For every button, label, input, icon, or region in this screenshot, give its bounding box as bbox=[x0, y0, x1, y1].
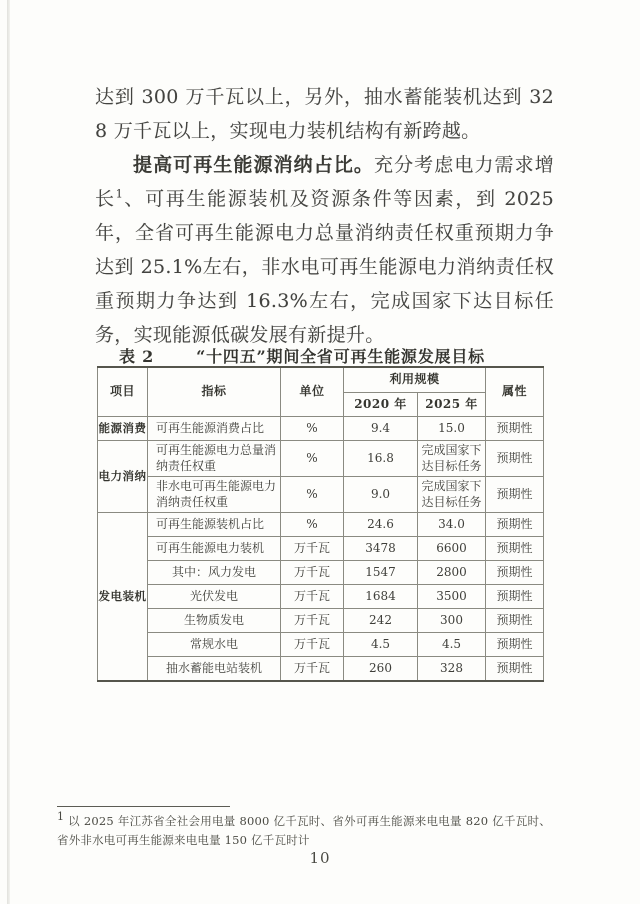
unit-cell: % bbox=[281, 477, 344, 513]
group-cell: 能源消费 bbox=[98, 417, 148, 441]
page-edge-shadow bbox=[7, 0, 10, 904]
table-row bbox=[98, 417, 544, 441]
indicator-cell: 非水电可再生能源电力消纳责任权重 bbox=[148, 477, 281, 513]
attribute-cell: 预期性 bbox=[486, 609, 544, 633]
attribute-cell: 预期性 bbox=[486, 477, 544, 513]
unit-cell: 万千瓦 bbox=[281, 585, 344, 609]
indicator-cell: 可再生能源电力装机 bbox=[148, 537, 281, 561]
value-2025-cell: 6600 bbox=[418, 537, 486, 561]
text-run: 、可再生能源装机及资源条件等因素，到 2025 年，全省可再生能源电力总量消纳责任权重预期力争达到 25.1%左右，非水电可再生能源电力消纳责任权重预期力争达到 16.3%左右，完成国家下达目标任务，实现能源低碳发展有新提升。 bbox=[95, 188, 554, 346]
text-run: 提高可再生能源消纳占比。 bbox=[133, 154, 375, 176]
table-row bbox=[98, 441, 544, 477]
unit-cell: 万千瓦 bbox=[281, 633, 344, 657]
unit-cell: % bbox=[281, 417, 344, 441]
value-2020-cell: 9.4 bbox=[344, 417, 418, 441]
value-2020-cell: 1547 bbox=[344, 561, 418, 585]
table-row bbox=[98, 513, 544, 537]
attribute-cell: 预期性 bbox=[486, 633, 544, 657]
attribute-cell: 预期性 bbox=[486, 537, 544, 561]
unit-cell: % bbox=[281, 441, 344, 477]
indicator-cell: 其中：风力发电 bbox=[148, 561, 281, 585]
value-2020-cell: 1684 bbox=[344, 585, 418, 609]
targets-table bbox=[97, 366, 544, 682]
unit-cell: 万千瓦 bbox=[281, 657, 344, 682]
value-2025-cell: 34.0 bbox=[418, 513, 486, 537]
indicator-cell: 可再生能源消费占比 bbox=[148, 417, 281, 441]
value-2025-cell: 2800 bbox=[418, 561, 486, 585]
paragraph bbox=[95, 148, 554, 352]
indicator-cell: 常规水电 bbox=[148, 633, 281, 657]
value-2025-cell: 15.0 bbox=[418, 417, 486, 441]
attribute-cell: 预期性 bbox=[486, 585, 544, 609]
table-title: “十四五”期间全省可再生能源发展目标 bbox=[196, 347, 485, 366]
table-body bbox=[98, 417, 544, 682]
footnote-rule bbox=[57, 806, 230, 807]
paragraph bbox=[95, 80, 554, 148]
attribute-cell: 预期性 bbox=[486, 417, 544, 441]
page-number: 10 bbox=[309, 849, 331, 867]
footnote-reference: 1 bbox=[115, 187, 123, 201]
header-year-2020: 2020 年 bbox=[344, 393, 418, 417]
header-indicator: 指标 bbox=[148, 367, 281, 417]
text-run: 充分考虑电力需求增长 bbox=[95, 154, 554, 210]
indicator-cell: 可再生能源装机占比 bbox=[148, 513, 281, 537]
unit-cell: 万千瓦 bbox=[281, 561, 344, 585]
attribute-cell: 预期性 bbox=[486, 561, 544, 585]
table-row bbox=[98, 561, 544, 585]
table-caption bbox=[97, 344, 543, 367]
body-text bbox=[95, 80, 554, 352]
table-row bbox=[98, 477, 544, 513]
value-2025-cell: 完成国家下达目标任务 bbox=[418, 477, 486, 513]
table-row bbox=[98, 657, 544, 682]
header-attribute: 属性 bbox=[486, 367, 544, 417]
group-cell: 发电装机 bbox=[98, 513, 148, 682]
unit-cell: 万千瓦 bbox=[281, 609, 344, 633]
attribute-cell: 预期性 bbox=[486, 657, 544, 682]
value-2020-cell: 3478 bbox=[344, 537, 418, 561]
footnote-text: 以 2025 年江苏省全社会用电量 8000 亿千瓦时、省外可再生能源来电电量 820 亿千瓦时、省外非水电可再生能源来电电量 150 亿千瓦时计 bbox=[57, 814, 552, 847]
value-2020-cell: 16.8 bbox=[344, 441, 418, 477]
group-cell: 电力消纳 bbox=[98, 441, 148, 513]
value-2025-cell: 完成国家下达目标任务 bbox=[418, 441, 486, 477]
value-2020-cell: 260 bbox=[344, 657, 418, 682]
table-label: 表 2 bbox=[119, 347, 155, 366]
value-2020-cell: 9.0 bbox=[344, 477, 418, 513]
indicator-cell: 生物质发电 bbox=[148, 609, 281, 633]
value-2020-cell: 24.6 bbox=[344, 513, 418, 537]
value-2025-cell: 300 bbox=[418, 609, 486, 633]
attribute-cell: 预期性 bbox=[486, 513, 544, 537]
header-unit: 单位 bbox=[281, 367, 344, 417]
header-scale: 利用规模 bbox=[344, 367, 486, 393]
header-item: 项目 bbox=[98, 367, 148, 417]
value-2025-cell: 3500 bbox=[418, 585, 486, 609]
value-2020-cell: 4.5 bbox=[344, 633, 418, 657]
value-2025-cell: 328 bbox=[418, 657, 486, 682]
unit-cell: % bbox=[281, 513, 344, 537]
header-year-2025: 2025 年 bbox=[418, 393, 486, 417]
indicator-cell: 光伏发电 bbox=[148, 585, 281, 609]
attribute-cell: 预期性 bbox=[486, 441, 544, 477]
footnote bbox=[57, 812, 551, 850]
table-row bbox=[98, 633, 544, 657]
table-row bbox=[98, 537, 544, 561]
value-2025-cell: 4.5 bbox=[418, 633, 486, 657]
unit-cell: 万千瓦 bbox=[281, 537, 344, 561]
table-row bbox=[98, 609, 544, 633]
indicator-cell: 可再生能源电力总量消纳责任权重 bbox=[148, 441, 281, 477]
footnote-marker: 1 bbox=[57, 810, 65, 824]
value-2020-cell: 242 bbox=[344, 609, 418, 633]
indicator-cell: 抽水蓄能电站装机 bbox=[148, 657, 281, 682]
table-row bbox=[98, 585, 544, 609]
text-run: 达到 300 万千瓦以上，另外，抽水蓄能装机达到 328 万千瓦以上，实现电力装机结构有新跨越。 bbox=[95, 86, 554, 142]
